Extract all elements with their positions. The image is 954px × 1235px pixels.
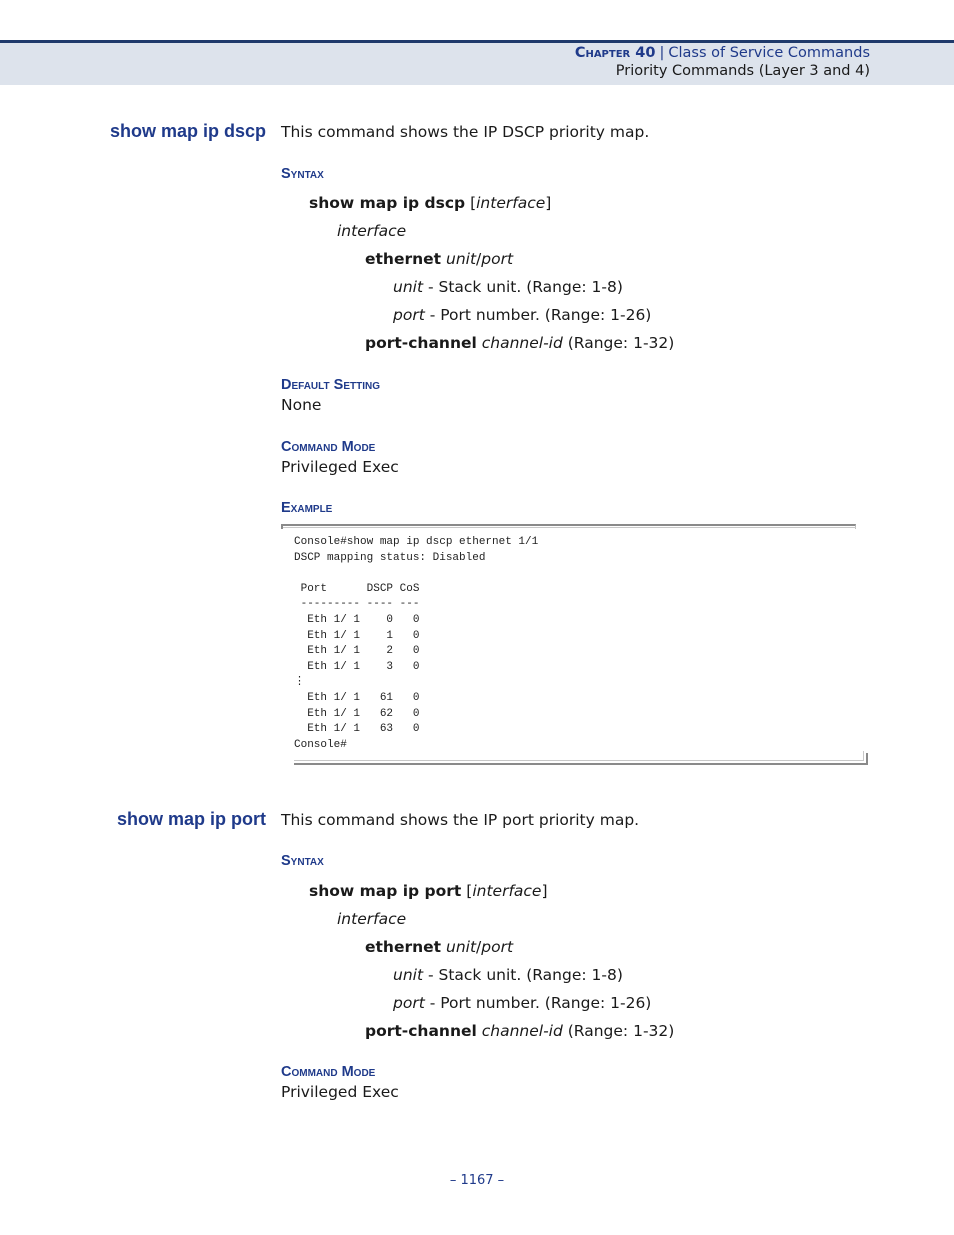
syntax-open-bracket: [ xyxy=(461,882,473,900)
syntax-command: show map ip dscp xyxy=(309,194,466,212)
chapter-title: Class of Service Commands xyxy=(668,45,870,61)
page-number: – 1167 – xyxy=(449,1173,505,1188)
example-code-box xyxy=(281,524,868,765)
mode-value-port: Privileged Exec xyxy=(281,1083,399,1101)
ethernet-keyword: ethernet xyxy=(365,938,442,956)
code-box-bottom-inner xyxy=(294,760,864,761)
example-heading-dscp: Example xyxy=(281,500,333,516)
port-desc: - Port number. (Range: 1-26) xyxy=(424,306,652,324)
ethernet-port: port xyxy=(481,938,514,956)
code-box-bottom-border xyxy=(294,753,868,765)
example-code: Console#show map ip dscp ethernet 1/1 DSCP mapping status: Disabled Port DSCP CoS --------- ---- --- Eth 1/ 1 0 0 Eth 1/ 1 1 0 Eth 1/ 1 2 0 Eth 1/ 1 3 0 ⋮ Eth 1/ 1 61 0 Eth 1/ 1 62 0 Eth 1/ 1 63 0 Console# xyxy=(294,536,539,751)
syntax-param: interface xyxy=(472,882,542,900)
syntax-close-bracket: ] xyxy=(541,882,548,900)
unit-line-port xyxy=(393,966,623,984)
chapter-heading xyxy=(575,45,870,61)
port-name: port xyxy=(393,306,425,324)
ethernet-slash: / xyxy=(476,250,482,268)
default-heading-dscp: Default Setting xyxy=(281,377,380,393)
unit-name: unit xyxy=(393,278,424,296)
code-box-top-inner xyxy=(283,527,856,528)
default-value-dscp: None xyxy=(281,396,322,414)
chapter-label: Chapter 40 xyxy=(574,45,656,61)
syntax-line-port xyxy=(309,882,548,900)
mode-heading-dscp: Command Mode xyxy=(281,439,376,455)
channel-range: (Range: 1-32) xyxy=(562,1022,675,1040)
unit-desc: - Stack unit. (Range: 1-8) xyxy=(423,966,623,984)
ethernet-line-port xyxy=(365,938,513,956)
port-channel-line-port xyxy=(365,1022,674,1040)
ethernet-slash: / xyxy=(476,938,482,956)
syntax-open-bracket: [ xyxy=(465,194,477,212)
command-title-port: show map ip port xyxy=(116,809,266,829)
ethernet-unit: unit xyxy=(446,938,477,956)
ethernet-unit: unit xyxy=(446,250,477,268)
section-subtitle: Priority Commands (Layer 3 and 4) xyxy=(615,63,870,79)
ethernet-port: port xyxy=(481,250,514,268)
port-desc: - Port number. (Range: 1-26) xyxy=(424,994,652,1012)
param-label-port: interface xyxy=(337,910,407,928)
port-channel-keyword: port-channel xyxy=(365,334,477,352)
port-name: port xyxy=(393,994,425,1012)
ethernet-line-dscp xyxy=(365,250,513,268)
unit-name: unit xyxy=(393,966,424,984)
syntax-heading-port: Syntax xyxy=(281,853,324,869)
mode-value-dscp: Privileged Exec xyxy=(281,458,399,476)
mode-heading-port: Command Mode xyxy=(281,1064,376,1080)
ethernet-keyword: ethernet xyxy=(365,250,442,268)
channel-range: (Range: 1-32) xyxy=(562,334,675,352)
port-channel-keyword: port-channel xyxy=(365,1022,477,1040)
syntax-command: show map ip port xyxy=(309,882,462,900)
code-box-bottom-tick xyxy=(863,751,864,761)
channel-id-param: channel-id xyxy=(481,1022,563,1040)
command-description-port: This command shows the IP port priority map. xyxy=(281,811,640,829)
syntax-param: interface xyxy=(476,194,546,212)
syntax-close-bracket: ] xyxy=(545,194,552,212)
header-separator: | xyxy=(659,45,665,61)
command-title-dscp: show map ip dscp xyxy=(109,121,266,141)
syntax-line-dscp xyxy=(309,194,551,212)
port-channel-line-dscp xyxy=(365,334,674,352)
port-line-dscp xyxy=(393,306,651,324)
command-description-dscp: This command shows the IP DSCP priority map. xyxy=(281,123,650,141)
unit-line-dscp xyxy=(393,278,623,296)
param-label-dscp: interface xyxy=(337,222,407,240)
channel-id-param: channel-id xyxy=(481,334,563,352)
syntax-heading-dscp: Syntax xyxy=(281,166,324,182)
unit-desc: - Stack unit. (Range: 1-8) xyxy=(423,278,623,296)
port-line-port xyxy=(393,994,651,1012)
